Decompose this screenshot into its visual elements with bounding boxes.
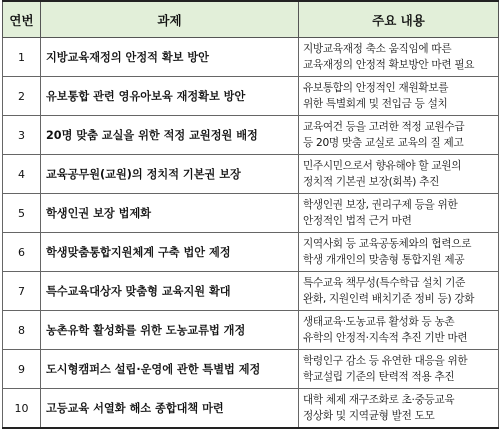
table-row [3, 155, 499, 194]
row-content-line: 유보통합의 안정적인 재원확보를 [303, 82, 449, 94]
row-task: 농촌유학 활성화를 위한 도농교류법 개정 [41, 311, 299, 350]
header-number: 연번 [3, 1, 41, 38]
table-body [3, 38, 499, 429]
row-task: 고등교육 서열화 해소 종합대책 마련 [41, 389, 299, 429]
row-number: 3 [3, 116, 41, 155]
row-number: 5 [3, 194, 41, 233]
row-content-line: 학생인권 보장, 권리구제 등을 위한 [303, 199, 458, 211]
policy-table-container [2, 0, 498, 429]
row-task: 학생맞춤통합지원체계 구축 법안 제정 [41, 233, 299, 272]
row-content-line: 위한 특별회계 및 전입금 등 설치 [303, 98, 448, 110]
row-content [299, 155, 499, 194]
row-number: 10 [3, 389, 41, 429]
row-content [299, 38, 499, 77]
row-task: 유보통합 관련 영유아보육 재정확보 방안 [41, 77, 299, 116]
row-content [299, 116, 499, 155]
table-row [3, 311, 499, 350]
row-content-line: 안정적인 법적 근거 마련 [303, 215, 412, 227]
row-content-line: 학생 개개인의 맞춤형 통합지원 제공 [303, 254, 465, 266]
header-content: 주요 내용 [299, 1, 499, 38]
row-task: 특수교육대상자 맞춤형 교육지원 확대 [41, 272, 299, 311]
table-row [3, 233, 499, 272]
row-content-line: 지방교육재정 축소 움직임에 따른 [303, 43, 452, 55]
row-content-line: 유학의 안정적·지속적 추진 기반 마련 [303, 332, 468, 344]
row-content-line: 학교설립 기준의 탄력적 적용 추진 [303, 371, 455, 383]
row-number: 1 [3, 38, 41, 77]
row-content-line: 정치적 기본권 보장(회복) 추진 [303, 176, 440, 188]
table-row [3, 77, 499, 116]
row-content [299, 389, 499, 429]
row-task: 지방교육재정의 안정적 확보 방안 [41, 38, 299, 77]
row-content-line: 정상화 및 지역균형 발전 도모 [303, 410, 435, 422]
row-task: 학생인권 보장 법제화 [41, 194, 299, 233]
row-number: 8 [3, 311, 41, 350]
row-number: 6 [3, 233, 41, 272]
table-row [3, 350, 499, 389]
row-content [299, 272, 499, 311]
row-content-line: 민주시민으로서 향유해야 할 교원의 [303, 160, 462, 172]
row-number: 7 [3, 272, 41, 311]
row-content [299, 77, 499, 116]
row-content-line: 특수교육 책무성(특수학급 설치 기준 [303, 277, 466, 289]
row-content-line: 대학 체제 재구조화로 초·중등교육 [303, 394, 455, 406]
row-number: 2 [3, 77, 41, 116]
table-header-row [3, 1, 499, 38]
row-content-line: 교육재정의 안정적 확보방안 마련 필요 [303, 59, 475, 71]
row-number: 4 [3, 155, 41, 194]
row-content-line: 지역사회 등 교육공동체와의 협력으로 [303, 238, 472, 250]
row-content-line: 교육여건 등을 고려한 적정 교원수급 [303, 121, 465, 133]
row-content [299, 350, 499, 389]
header-task: 과제 [41, 1, 299, 38]
row-task: 교육공무원(교원)의 정치적 기본권 보장 [41, 155, 299, 194]
table-row [3, 194, 499, 233]
row-content-line: 생태교육·도농교류 활성화 등 농촌 [303, 316, 455, 328]
row-content-line: 등 20명 맞춤 교실로 교육의 질 제고 [303, 137, 464, 149]
row-content [299, 233, 499, 272]
row-content [299, 311, 499, 350]
policy-task-table [2, 0, 499, 429]
row-content-line: 학령인구 감소 등 유연한 대응을 위한 [303, 355, 468, 367]
row-number: 9 [3, 350, 41, 389]
row-task: 20명 맞춤 교실을 위한 적정 교원정원 배정 [41, 116, 299, 155]
table-row [3, 272, 499, 311]
row-content [299, 194, 499, 233]
row-task: 도시형캠퍼스 설립·운영에 관한 특별법 제정 [41, 350, 299, 389]
table-row [3, 389, 499, 429]
table-row [3, 116, 499, 155]
table-row [3, 38, 499, 77]
row-content-line: 완화, 지원인력 배치기준 정비 등) 강화 [303, 293, 475, 305]
